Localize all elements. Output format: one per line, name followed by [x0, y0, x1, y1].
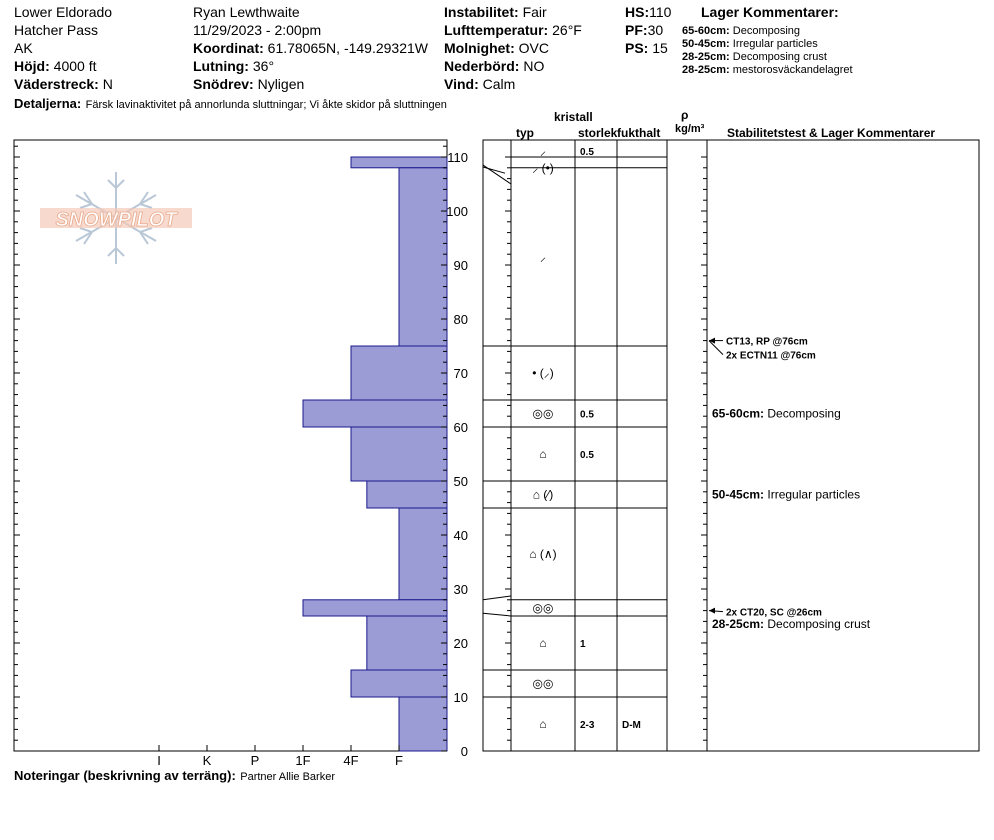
y-tick-label: 100 [446, 204, 468, 219]
grain-type-symbol: ◎◎ [532, 406, 554, 421]
grain-size-value: 2-3 [580, 720, 595, 731]
details-label: Detaljerna: [14, 96, 82, 111]
precip-label: Nederbörd: [444, 58, 520, 74]
grain-type-symbol: ⌂ [539, 717, 547, 731]
hardness-bar [399, 697, 447, 751]
stability-test-label: CT13, RP @76cm [726, 336, 808, 348]
hardness-scale-label: 4F [343, 753, 359, 768]
comment-range: 28-25cm: [712, 617, 768, 632]
details-text: Färsk lavinaktivitet på annorlunda sluttningar; Vi åkte skidor på sluttningen [85, 99, 447, 111]
grain-size-value: 1 [580, 639, 586, 650]
hardness-bar [351, 427, 447, 481]
stability-label: Instabilitet: [444, 4, 519, 20]
notes-row [14, 767, 335, 785]
hardness-bar [367, 481, 447, 508]
comment-text: Decomposing [767, 406, 841, 421]
y-tick-label: 70 [453, 366, 468, 381]
grain-moisture-value: D-M [622, 720, 641, 731]
hardness-bar [367, 616, 447, 670]
elevation-value: 4000 ft [53, 58, 97, 74]
density-symbol: ρ [681, 108, 689, 122]
layer-comment-entry [712, 488, 860, 502]
ps-label: PS: [625, 40, 649, 56]
y-tick-label: 90 [453, 258, 468, 273]
grain-type-symbol: ⌂ (∧) [529, 546, 557, 561]
notes-label: Noteringar (beskrivning av terräng): [14, 768, 236, 783]
observation-datetime: 11/29/2023 - 2:00pm [193, 22, 322, 38]
air-temp-value: 26°F [552, 22, 582, 38]
y-tick-label: 20 [453, 636, 468, 651]
crystal-header: kristall [554, 110, 593, 124]
hardness-bar [399, 508, 447, 600]
stability-test-label: 2x CT20, SC @26cm [726, 607, 822, 619]
layer-comment-range: 28-25cm: [682, 64, 730, 76]
wind-loading-label: Snödrev: [193, 76, 254, 92]
comment-range: 65-60cm: [712, 406, 768, 421]
grain-type-symbol: ⸝ [539, 144, 547, 158]
arrow-icon [709, 608, 715, 614]
hardness-scale-label: 1F [295, 753, 311, 768]
layer-comments-title: Lager Kommentarer: [701, 4, 839, 20]
layer-comment-range: 50-45cm: [682, 38, 730, 50]
slope-label: Lutning: [193, 58, 249, 74]
grain-type-symbol: • (⸝) [532, 366, 554, 380]
moisture-header: fukthalt [617, 126, 661, 140]
density-unit: kg/m³ [675, 123, 705, 135]
grain-type-symbol: ⌂ (⁄) [532, 487, 554, 502]
type-header: typ [516, 126, 534, 140]
grain-size-value: 0.5 [580, 450, 594, 461]
wind-value: Calm [482, 76, 516, 92]
pf-value: 30 [647, 22, 664, 38]
ps-value: 15 [652, 40, 668, 56]
coord-label: Koordinat: [193, 40, 264, 56]
wind-label: Vind: [444, 76, 479, 92]
comment-range: 50-45cm: [712, 487, 768, 502]
stability-column-header: Stabilitetstest & Lager Kommentarer [727, 126, 936, 140]
layer-comment-range: 28-25cm: [682, 51, 730, 63]
y-tick-label: 40 [453, 528, 468, 543]
sky-label: Molnighet: [444, 40, 515, 56]
precip-value: NO [523, 58, 545, 74]
state-name: AK [14, 40, 33, 56]
hardness-scale-label: I [157, 753, 161, 768]
hardness-bar [351, 157, 447, 168]
hardness-scale-label: F [395, 753, 403, 768]
layer-comment-text: Irregular particles [732, 38, 818, 50]
grain-size-value: 0.5 [580, 147, 594, 158]
grain-type-symbol: ⸝ (•) [532, 160, 554, 175]
slope-value: 36° [252, 58, 275, 74]
location-name: Lower Eldorado [14, 4, 113, 20]
y-tick-label: 80 [453, 312, 468, 327]
y-tick-label: 10 [453, 690, 468, 705]
layer-comment-text: mestorosväckandelagret [732, 64, 853, 76]
elevation-label: Höjd: [14, 58, 50, 74]
pf-label: PF: [625, 22, 648, 38]
stability-value: Fair [522, 4, 547, 20]
grain-size-value: 0.5 [580, 409, 594, 421]
hardness-scale-label: P [250, 753, 260, 768]
layer-comment-text: Decomposing [732, 25, 801, 37]
coord-value: 61.78065N, -149.29321W [267, 40, 428, 56]
grain-type-symbol: ⌂ [539, 636, 547, 650]
y-tick-label: 110 [447, 150, 468, 165]
hs-label: HS: [625, 4, 650, 20]
hardness-bar [303, 400, 447, 427]
arrow-icon [709, 338, 715, 344]
grain-type-symbol: ⸝ [539, 249, 547, 264]
hardness-bar [399, 168, 447, 346]
stability-test-label: 2x ECTN11 @76cm [726, 350, 816, 362]
air-temp-label: Lufttemperatur: [444, 22, 549, 38]
hardness-bar [303, 600, 447, 616]
layer-comment-entry [712, 617, 871, 631]
grain-type-symbol: ⌂ [539, 447, 547, 461]
layer-connector [483, 613, 511, 616]
sky-value: OVC [518, 40, 549, 56]
grain-table-frame [483, 140, 979, 751]
hardness-scale-label: K [202, 753, 212, 768]
size-header: storlek [578, 126, 618, 140]
area-name: Hatcher Pass [14, 22, 99, 38]
notes-text: Partner Allie Barker [240, 771, 335, 783]
layer-comment-text: Decomposing crust [732, 51, 827, 63]
hs-value: 110 [649, 4, 672, 20]
aspect-value: N [102, 76, 113, 92]
y-tick-label: 0 [460, 744, 468, 759]
hardness-bar [351, 346, 447, 400]
comment-text: Irregular particles [767, 487, 861, 502]
hardness-bar [351, 670, 447, 697]
y-tick-label: 30 [453, 582, 468, 597]
y-tick-label: 50 [453, 474, 468, 489]
y-tick-label: 60 [453, 420, 468, 435]
comment-text: Decomposing crust [767, 617, 871, 632]
logo-text: SNOWPILOT [55, 209, 177, 231]
layer-comment-range: 65-60cm: [682, 25, 730, 37]
aspect-label: Väderstreck: [14, 76, 99, 92]
wind-loading-value: Nyligen [257, 76, 305, 92]
grain-type-symbol: ◎◎ [532, 676, 554, 691]
grain-type-symbol: ◎◎ [532, 600, 554, 615]
observer-name: Ryan Lewthwaite [193, 4, 300, 20]
layer-comment-entry [712, 407, 841, 421]
layer-connector [483, 596, 511, 600]
stability-test-pointer [709, 341, 723, 355]
